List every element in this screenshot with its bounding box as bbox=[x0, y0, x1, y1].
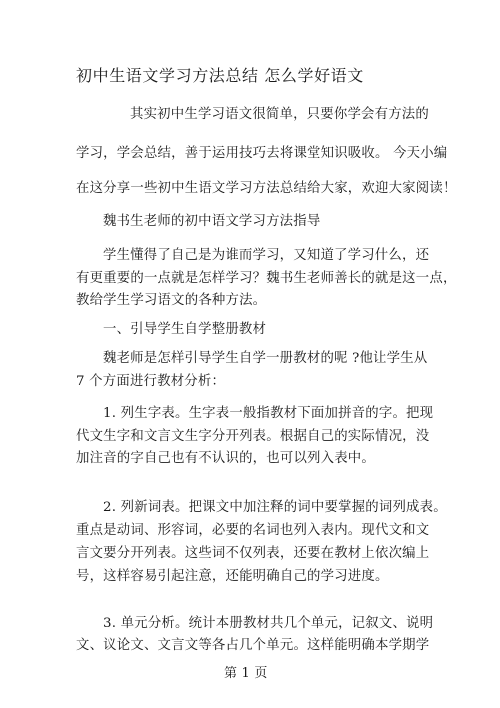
para2-line-1: 魏老师是怎样引导学生自学一册教材的呢 ?他让学生从 bbox=[103, 351, 428, 366]
page-number: 第 1 页 bbox=[224, 666, 268, 681]
item2-line-2: 重点是动词、形容词，必要的名词也列入表内。现代文和文 bbox=[76, 523, 430, 538]
item2-line-4: 号，这样容易引起注意，还能明确自己的学习进度。 bbox=[76, 569, 389, 584]
item2-line-3: 言文要分开列表。这些词不仅列表，还要在教材上依次编上 bbox=[76, 546, 430, 561]
section1-heading: 一、引导学生自学整册教材 bbox=[103, 322, 267, 337]
subheading: 魏书生老师的初中语文学习方法指导 bbox=[103, 214, 321, 229]
item3-line-2: 文、议论文、文言文等各占几个单元。这样能明确本学期学 bbox=[76, 638, 430, 653]
intro-line-2: 学习，学会总结，善于运用技巧去将课堂知识吸收。 今天小编 bbox=[76, 146, 448, 161]
intro-line-1: 其实初中生学习语文很简单，只要你学会有方法的 bbox=[130, 107, 429, 122]
item1-line-1: 1. 列生字表。生字表一般指教材下面加拼音的字。把现 bbox=[103, 406, 434, 421]
item1-line-2: 代文生字和文言文生字分开列表。根据自己的实际情况，没 bbox=[76, 429, 430, 444]
document-title: 初中生语文学习方法总结 怎么学好语文 bbox=[76, 66, 364, 85]
item1-line-3: 加注音的字自己也有不认识的，也可以列入表中。 bbox=[76, 451, 375, 466]
para1-line-3: 教给学生学习语文的各种方法。 bbox=[76, 293, 267, 308]
para1-line-1: 学生懂得了自己是为谁而学习，又知道了学习什么，还 bbox=[103, 248, 430, 263]
para2-line-2: 7 个方面进行教材分析： bbox=[76, 374, 226, 389]
para1-line-2: 有更重要的一点就是怎样学习？魏书生老师善长的就是这一点， bbox=[76, 271, 457, 286]
item2-line-1: 2. 列新词表。把课文中加注释的词中要掌握的词列成表。 bbox=[103, 500, 447, 515]
item3-line-1: 3. 单元分析。统计本册教材共几个单元，记叙文、说明 bbox=[103, 616, 434, 631]
intro-line-3: 在这分享一些初中生语文学习方法总结给大家，欢迎大家阅读！ bbox=[76, 181, 457, 196]
